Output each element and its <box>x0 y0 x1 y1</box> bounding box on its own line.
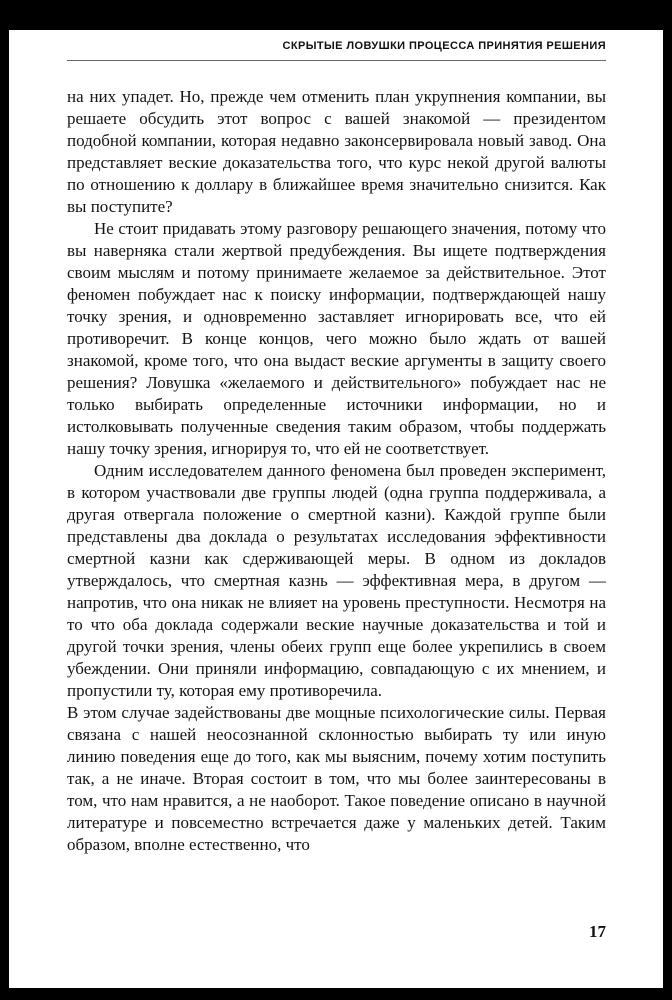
book-page <box>9 30 663 988</box>
paragraph-3: Одним исследователем данного феномена был проведен эксперимент, в котором участвовали две группы людей (одна группа поддерживала, а другая отвергала положение о смертной казни). Каждой группе были представлены два доклада о результатах исследования эффективности смертной казни как сдерживающей меры. В одном из докладов утверждалось, что смертная казнь — эффективная мера, в другом — напротив, что она никак не влияет на уровень преступности. Несмотря на то что оба доклада содержали веские научные доказательства и той и другой точки зрения, члены обеих групп еще более укрепились в своем убеждении. Они приняли информацию, совпадающую с их мнением, и пропустили ту, которая ему противоречила. <box>67 461 606 700</box>
running-head <box>67 40 606 61</box>
page-number: 17 <box>589 922 606 941</box>
paragraph-1: на них упадет. Но, прежде чем отменить план укрупнения компании, вы решаете обсудить этот вопрос с вашей знакомой — президентом подобной компании, которая недавно законсервировала новый завод. Она представляет веские доказательства того, что курс некой другой валюты по отношению к доллару в ближайшее время значительно снизится. Как вы поступите? <box>67 87 606 216</box>
running-head-title: СКРЫТЫЕ ЛОВУШКИ ПРОЦЕССА ПРИНЯТИЯ РЕШЕНИЯ <box>282 40 606 52</box>
page-body <box>67 86 606 856</box>
paragraph-2: Не стоит придавать этому разговору решающего значения, потому что вы наверняка стали жертвой предубеждения. Вы ищете подтверждения своим мыслям и потому принимаете желаемое за действительное. Этот феномен побуждает нас к поиску информации, подтверждающей нашу точку зрения, и одновременно заставляет игнорировать все, что ей противоречит. В конце концов, чего можно было ждать от вашей знакомой, кроме того, что она выдаст веские аргументы в защиту своего решения? Ловушка «желаемого и действительного» побуждает нас не только выбирать определенные источники информации, но и истолковывать полученные сведения таким образом, чтобы поддержать нашу точку зрения, игнорируя то, что ей не соответствует. <box>67 219 606 458</box>
paragraph-4: В этом случае задействованы две мощные психологические силы. Первая связана с нашей неосознанной склонностью выбирать ту или иную линию поведения еще до того, как мы выясним, почему хотим поступить так, а не иначе. Вторая состоит в том, что мы более заинтересованы в том, что нам нравится, а не наоборот. Такое поведение описано в научной литературе и повсеместно встречается даже у маленьких детей. Таким образом, вполне естественно, что <box>67 703 606 854</box>
